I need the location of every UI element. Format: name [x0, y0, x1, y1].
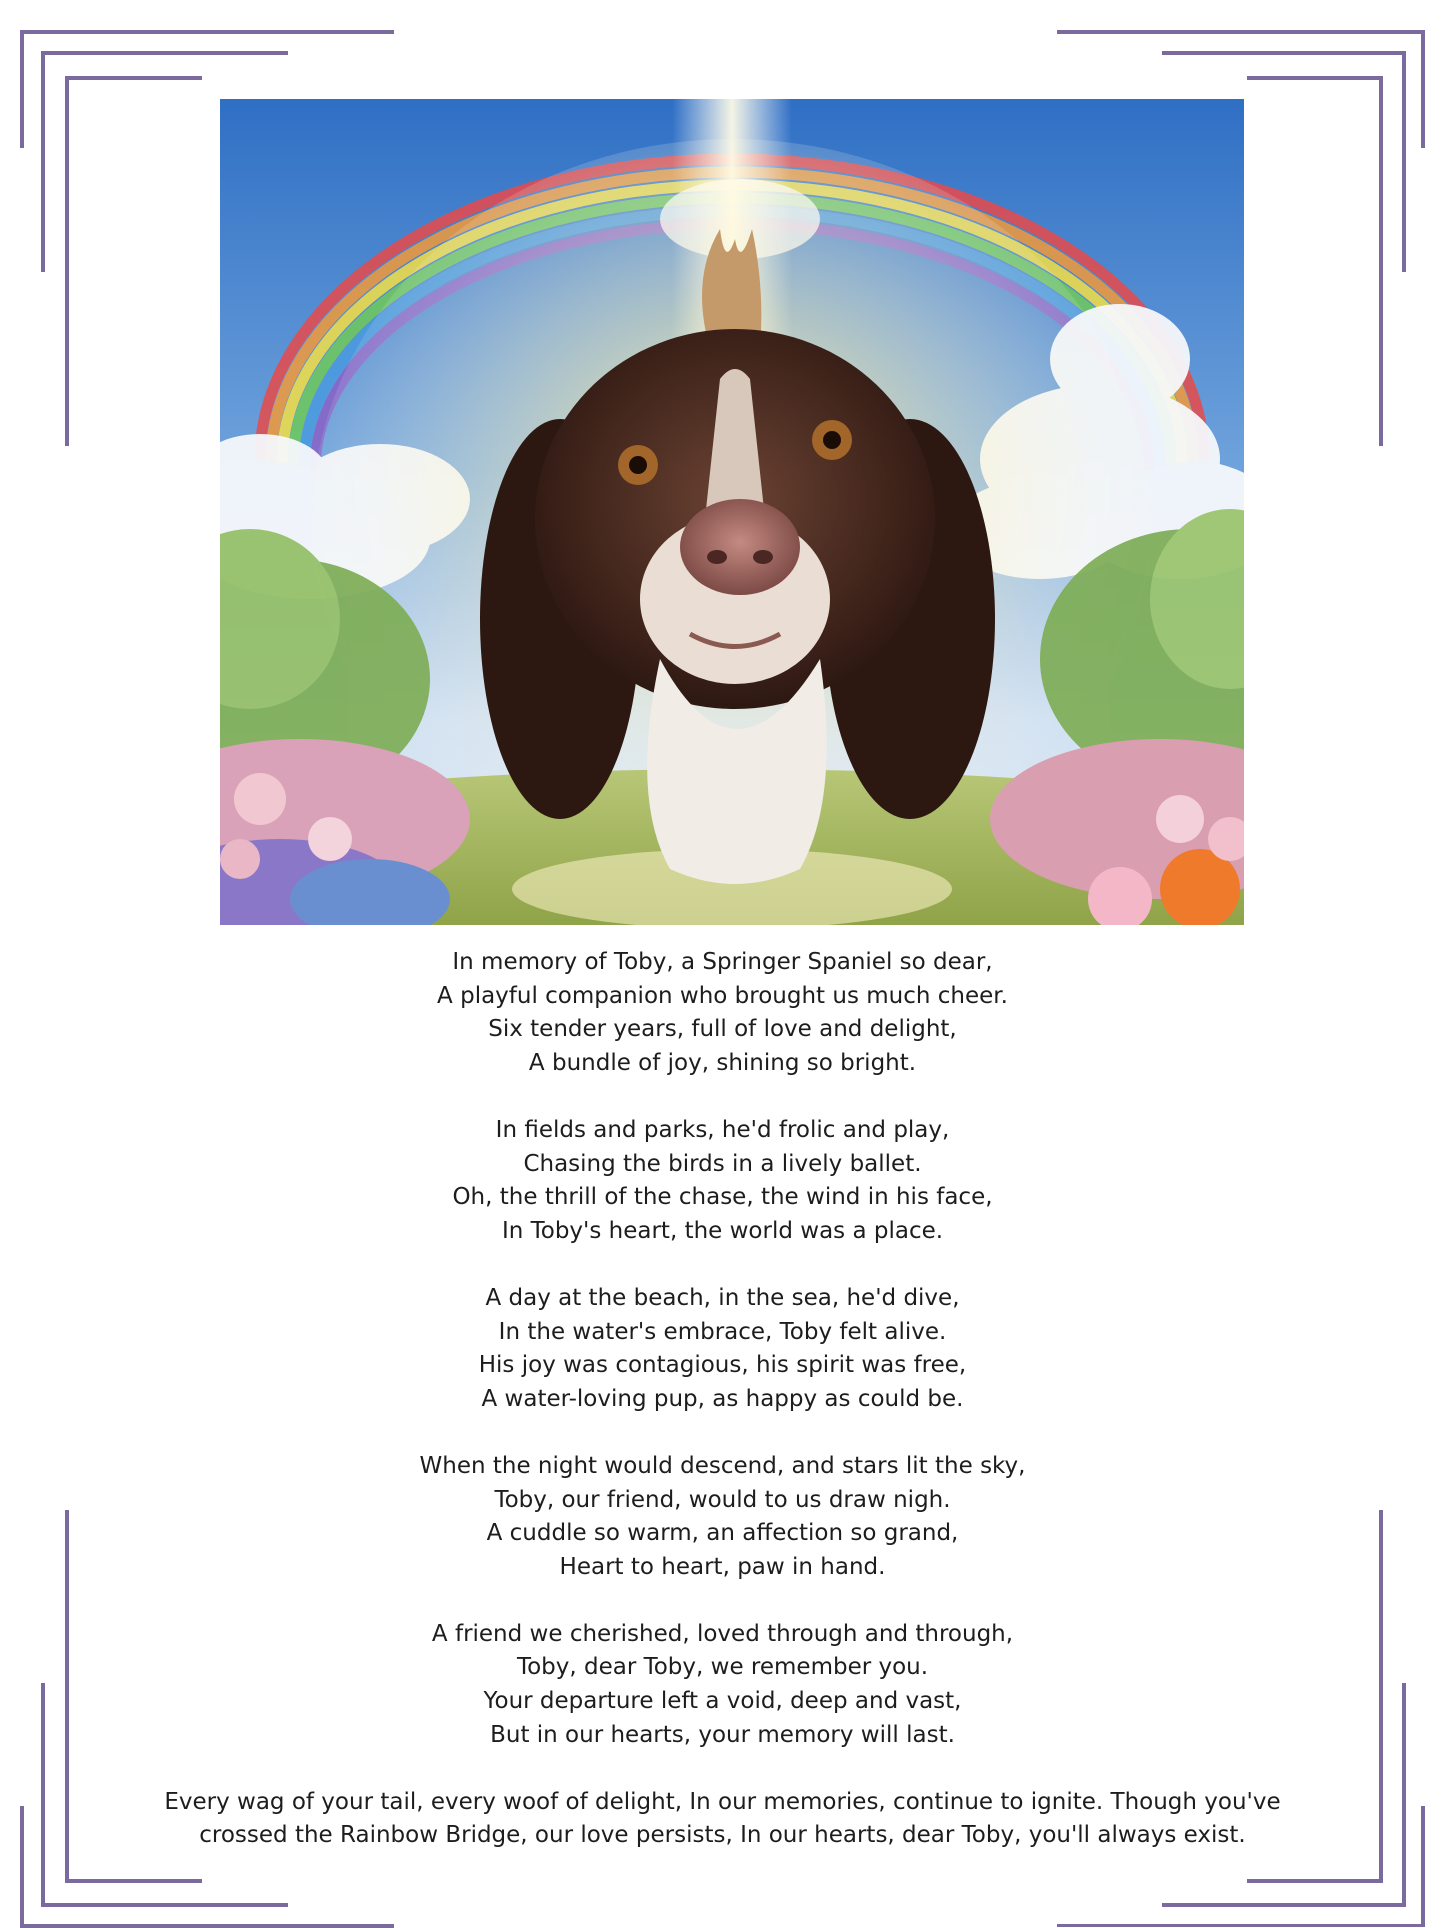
poem-line: Your departure left a void, deep and vast, [483, 1688, 962, 1715]
poem-line: Six tender years, full of love and delight, [488, 1016, 957, 1043]
frame-line [65, 76, 202, 80]
frame-line [41, 1903, 288, 1907]
poem-line: Chasing the birds in a lively ballet. [523, 1150, 922, 1177]
frame-line [1247, 1879, 1383, 1883]
frame-line [20, 30, 394, 34]
frame-line [65, 1879, 202, 1883]
poem-stanza [0, 946, 1445, 1080]
frame-line [41, 51, 45, 272]
poem-stanza [0, 1114, 1445, 1248]
poem-line: Heart to heart, paw in hand. [559, 1553, 886, 1580]
frame-line [1402, 51, 1406, 272]
frame-line [65, 76, 69, 446]
poem-stanza [0, 1282, 1445, 1416]
poem-final-stanza: Every wag of your tail, every woof of delight, In our memories, continue to ignite. Though you've crossed the Rainbow Bridge, our love persists, In our hearts, dear Toby, you'll always exist. [164, 1788, 1281, 1849]
frame-line [20, 1924, 394, 1928]
poem-line: In fields and parks, he'd frolic and play, [495, 1116, 950, 1143]
poem-line: A cuddle so warm, an affection so grand, [486, 1520, 959, 1547]
frame-line [41, 51, 288, 55]
poem-line: A bundle of joy, shining so bright. [528, 1049, 917, 1076]
illustration-svg [220, 99, 1244, 925]
memorial-illustration [220, 99, 1244, 925]
frame-line [1379, 76, 1383, 446]
poem-line: A day at the beach, in the sea, he'd dive, [485, 1284, 960, 1311]
poem-line: Oh, the thrill of the chase, the wind in his face, [452, 1184, 993, 1211]
poem-stanza [0, 1450, 1445, 1584]
poem-line: Toby, our friend, would to us draw nigh. [494, 1486, 951, 1513]
poem-line: His joy was contagious, his spirit was free, [478, 1352, 967, 1379]
frame-line [1247, 76, 1383, 80]
poem-line: In memory of Toby, a Springer Spaniel so dear, [452, 949, 993, 975]
poem-line: In the water's embrace, Toby felt alive. [498, 1318, 947, 1345]
frame-line [1421, 30, 1425, 148]
poem-line: When the night would descend, and stars lit the sky, [419, 1452, 1026, 1479]
poem-line: In Toby's heart, the world was a place. [501, 1217, 944, 1244]
poem-stanza [0, 1618, 1445, 1752]
poem-line: A playful companion who brought us much cheer. [437, 982, 1008, 1009]
poem-line: A friend we cherished, loved through and through, [431, 1620, 1014, 1647]
memorial-poem [0, 946, 1445, 1853]
frame-line [1162, 51, 1406, 55]
poem-line: But in our hearts, your memory will last. [490, 1721, 955, 1748]
frame-line [20, 30, 24, 148]
poem-line: A water-loving pup, as happy as could be. [481, 1385, 964, 1412]
frame-line [1057, 30, 1425, 34]
poem-line: Toby, dear Toby, we remember you. [516, 1654, 929, 1681]
frame-line [1162, 1903, 1406, 1907]
